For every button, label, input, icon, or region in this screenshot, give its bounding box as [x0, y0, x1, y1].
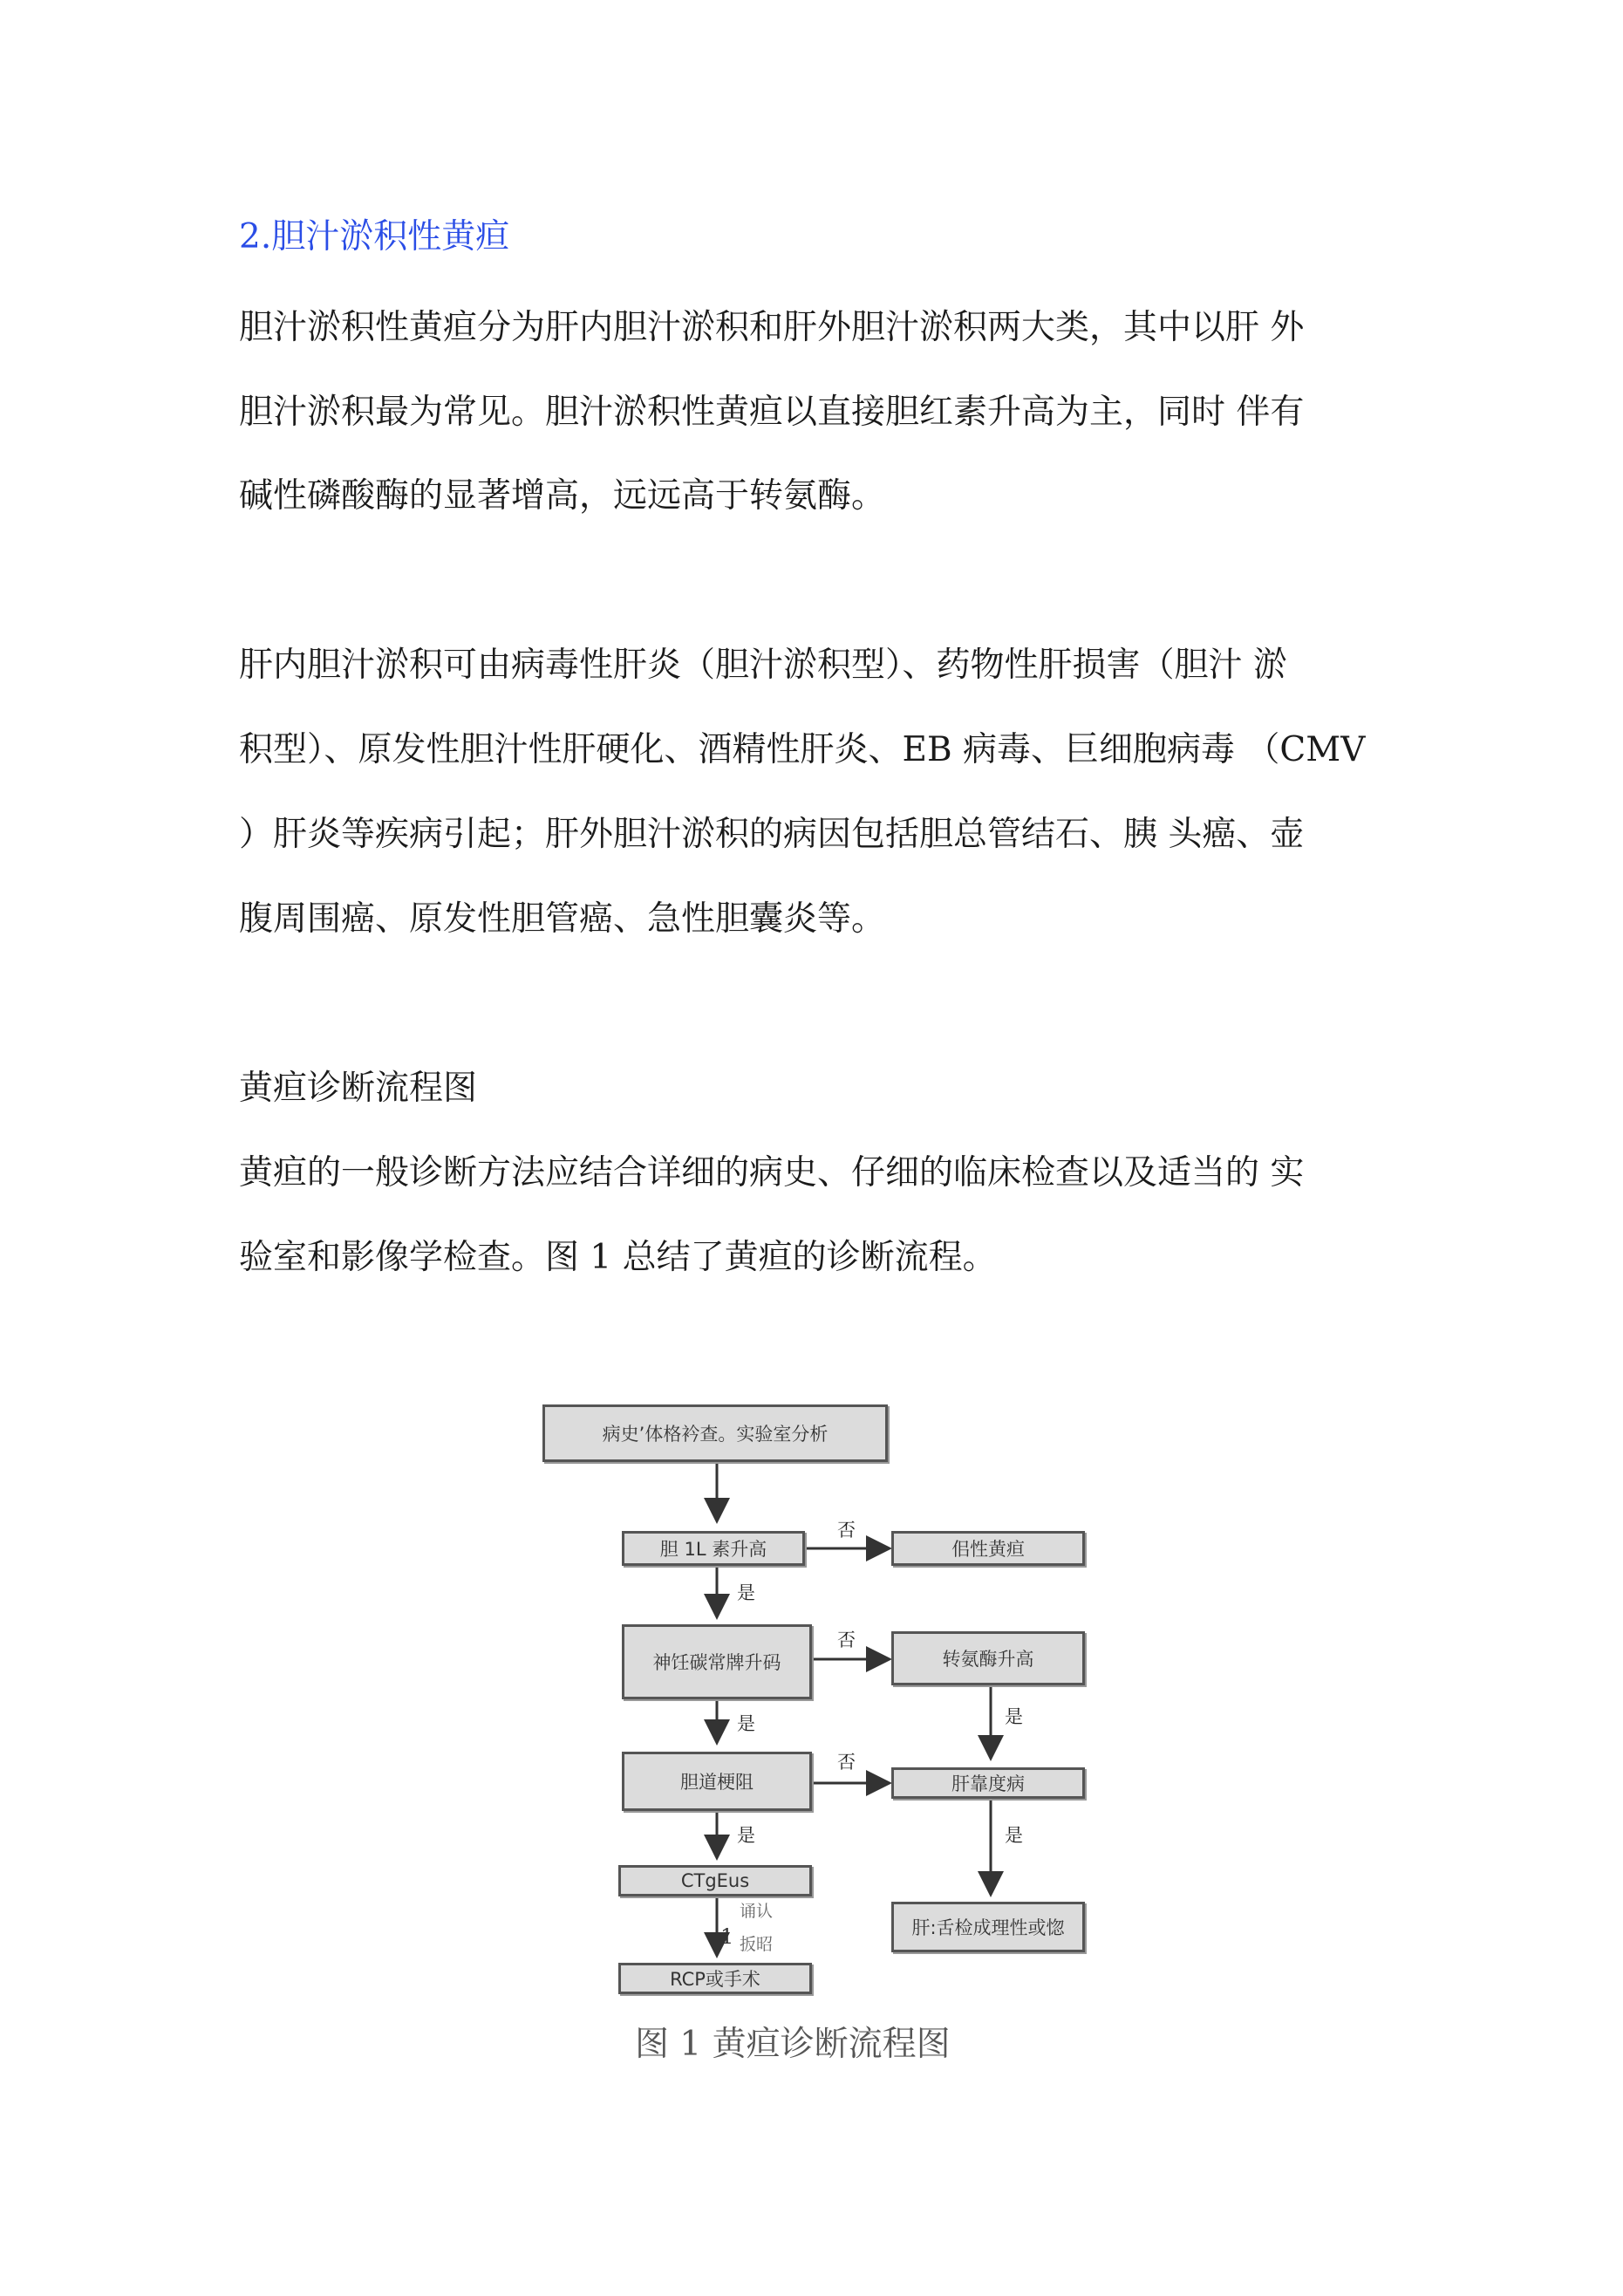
paragraph2-line-1: 肝内胆汁淤积可由病毒性肝炎（胆汁淤积型）、药物性肝损害（胆汁 淤 — [239, 646, 1287, 685]
diagnosis-title: 黄疸诊断流程图 — [239, 1069, 478, 1108]
note-b: 1 — [720, 1924, 734, 1949]
label-yes-5: 是 — [1005, 1825, 1023, 1846]
section-heading: 2.胆汁淤积性黄疸 — [239, 217, 510, 256]
flow-box-ercp: RCP或手术 — [618, 1963, 812, 1994]
flow-box-benign: 佀性黄疸 — [891, 1531, 1085, 1566]
label-yes-2: 是 — [737, 1713, 755, 1734]
flow-box-biopsy: 肝:舌检成理性或惚 — [891, 1902, 1085, 1952]
paragraph2-line-3: ）肝炎等疾病引起；肝外胆汁淤积的病因包括胆总管结石、胰 头癌、壶 — [239, 815, 1305, 854]
flow-box-liver-disease: 肝靠度病 — [891, 1767, 1085, 1799]
flow-box-direct: 神饪碳常牌升码 — [622, 1624, 812, 1699]
figure-caption: 图 1 黄疸诊断流程图 — [635, 2025, 951, 2064]
paragraph1-line-3: 碱性磷酸酶的显著增高，远远高于转氨酶。 — [239, 476, 886, 516]
flow-box-history: 病史’体格衿查。实验室分析 — [542, 1404, 888, 1462]
paragraph2-line-2: 积型）、原发性胆汁性肝硬化、酒精性肝炎、EB 病毒、巨细胞病毒 （CMV — [239, 730, 1366, 769]
paragraph2-line-4: 腹周围癌、原发性胆管癌、急性胆囊炎等。 — [239, 899, 886, 939]
flow-box-transaminase: 转氨酶升高 — [891, 1631, 1085, 1685]
label-no-3: 否 — [837, 1752, 856, 1773]
note-a: 诵认 — [740, 1902, 774, 1921]
paragraph1-line-2: 胆汁淤积最为常见。胆汁淤积性黄疸以直接胆红素升高为主，同时 伴有 — [239, 393, 1305, 432]
diagnosis-line-1: 黄疸的一般诊断方法应结合详细的病史、仔细的临床检查以及适当的 实 — [239, 1153, 1305, 1192]
label-yes-1: 是 — [737, 1582, 755, 1603]
note-c: 扳昭 — [740, 1935, 774, 1954]
flow-box-obstruction: 胆道梗阻 — [622, 1752, 812, 1811]
label-no-2: 否 — [837, 1630, 856, 1650]
paragraph1-line-1: 胆汁淤积性黄疸分为肝内胆汁淤积和肝外胆汁淤积两大类，其中以肝 外 — [239, 308, 1305, 347]
flow-box-ct: CTgEus — [618, 1865, 812, 1896]
label-no-1: 否 — [837, 1520, 856, 1541]
flow-box-bilirubin: 胆 1L 素升高 — [622, 1531, 805, 1566]
label-yes-4: 是 — [737, 1825, 755, 1846]
diagnosis-line-2: 验室和影像学检查。图 1 总结了黄疸的诊断流程。 — [239, 1238, 997, 1277]
label-yes-3: 是 — [1005, 1706, 1023, 1727]
